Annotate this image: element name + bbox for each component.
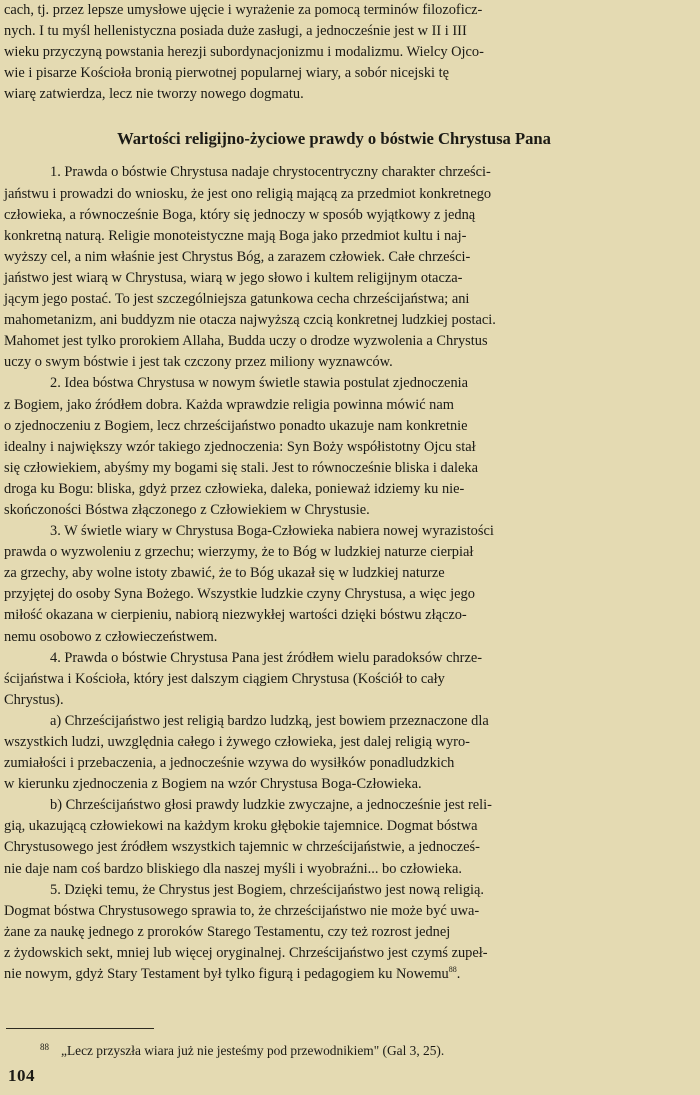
- text-line: 3. W świetle wiary w Chrystusa Boga-Człowieka nabiera nowej wyrazistości: [50, 523, 494, 540]
- text-line: Chrystus).: [4, 691, 64, 708]
- text-line: człowieka, a równocześnie Boga, który się jednoczy w sposób wyjątkowy z jedną: [4, 206, 476, 223]
- text-line: wszystkich ludzi, uwzględnia całego i żywego człowieka, jest dalej religią wyro-: [4, 734, 470, 750]
- text-line: idealny i największy wzór takiego zjednoczenia: Syn Boży współistotny Ojcu stał: [4, 438, 476, 455]
- text-line: skończoności Bóstwa złączonego z Człowiekiem w Chrystusie.: [4, 501, 370, 518]
- text-line: Dogmat bóstwa Chrystusowego sprawia to, że chrześcijaństwo nie może być uwa-: [4, 902, 480, 919]
- text-line: b) Chrześcijaństwo głosi prawdy ludzkie zwyczajne, a jednocześnie jest reli-: [50, 797, 492, 814]
- text-line: nych. I tu myśl hellenistyczna posiada duże zasługi, a jednocześnie jest w II i III: [4, 23, 467, 40]
- text-line: w kierunku zjednoczenia z Bogiem na wzór Chrystusa Boga-Człowieka.: [4, 776, 422, 793]
- footnote-text: „Lecz przyszła wiara już nie jesteśmy pod przewodnikiem" (Gal 3, 25).: [61, 1043, 445, 1058]
- text-line: wie i pisarze Kościoła bronią pierwotnej popularnej wiary, a sobór nicejski tę: [4, 65, 450, 82]
- text-line: 2. Idea bóstwa Chrystusa w nowym świetle stawia postulat zjednoczenia: [50, 375, 469, 392]
- paragraph: 5. Dzięki temu, że Chrystus jest Bogiem, chrześcijaństwo jest nową religią. Dogmat bóstwa Chrystusowego sprawia to, że chrześcijaństwo nie może być uwa- żane za naukę jednego z proroków Starego Testamentu, czy też rozrost jednej z żydowskich sekt, mniej lub więcej oryginalnej. Chrześcijaństwo jest czymś zupeł- nie nowym, gdyż Stary Testament był tylko figurą i pedagogiem ku Nowemu$^{88}$.: [4, 881, 488, 983]
- text-line: jaństwu i prowadzi do wniosku, że jest ono religią mającą za przedmiot konkretnego: [4, 185, 492, 202]
- text-line: 5. Dzięki temu, że Chrystus jest Bogiem, chrześcijaństwo jest nową religią.: [50, 881, 485, 898]
- section-heading: Wartości religijno-życiowe prawdy o bóstwie Chrystusa Pana: [117, 129, 551, 149]
- body-text: [4, 0, 664, 985]
- paragraph: [4, 373, 664, 521]
- paragraph: [4, 711, 664, 795]
- page-number: 104: [8, 1066, 35, 1085]
- text-line: ścijaństwa i Kościoła, który jest dalszym ciągiem Chrystusa (Kościół to cały: [4, 670, 445, 687]
- text-line: się człowiekiem, abyśmy my bogami się stali. Jest to równocześnie bliska i daleka: [4, 459, 478, 476]
- text-line: 1. Prawda o bóstwie Chrystusa nadaje chrystocentryczny charakter chrześci-: [50, 164, 491, 181]
- text-line: Chrystusowego jest źródłem wszystkich tajemnic w chrześcijaństwie, a jednocześ-: [4, 839, 480, 856]
- paragraph: [4, 648, 664, 711]
- text-line: wieku przyczyną powstania herezji subordynacjonizmu i modalizmu. Wielcy Ojco-: [4, 44, 484, 61]
- section-paragraphs: [4, 162, 664, 985]
- text-line: droga ku Bogu: bliska, gdyż przez człowieka, daleka, ponieważ idziemy ku nie-: [4, 480, 465, 497]
- text-line: gią, ukazującą człowiekowi na każdym kroku głębokie tajemnice. Dogmat bóstwa: [4, 818, 478, 835]
- text-line: uczy o swym bóstwie i jest tak czczony przez miliony wyznawców.: [4, 354, 393, 371]
- text-line: za grzechy, aby wolne istoty zbawić, że to Bóg ukazał się w ludzkiej naturze: [4, 565, 445, 582]
- text-line: przyjętej do osoby Syna Bożego. Wszystkie ludzkie czyny Chrystusa, a więc jego: [4, 586, 475, 603]
- paragraph: [4, 795, 664, 879]
- footnote-number: 88: [40, 1041, 49, 1052]
- text-line: jącym jego postać. To jest szczególniejsza gatunkowa cecha chrześcijaństwa; ani: [4, 291, 470, 308]
- text-line: cach, tj. przez lepsze umysłowe ujęcie i wyrażenie za pomocą terminów filozoficz-: [4, 2, 483, 18]
- text-line: nie daje nam coś bardzo bliskiego dla naszej myśli i wyobraźni... bo człowieka.: [4, 860, 462, 877]
- text-line: wiarę zatwierdza, lecz nie tworzy nowego dogmatu.: [4, 86, 304, 103]
- footnote-reference: 88: [448, 965, 457, 975]
- text-line: zumiałości i przebaczenia, a jednocześnie wzywa do wysiłków ponadludzkich: [4, 755, 455, 772]
- paragraph: [4, 521, 664, 648]
- text-line: prawda o wyzwoleniu z grzechu; wierzymy, że to Bóg w ludzkiej naturze cierpiał: [4, 544, 474, 561]
- text-line: z żydowskich sekt, mniej lub więcej oryginalnej. Chrześcijaństwo jest czymś zupeł-: [4, 944, 488, 961]
- footnote-divider: [6, 1028, 154, 1029]
- text-line: jaństwo jest wiarą w Chrystusa, wiarą w jego słowo i kultem religijnym otacza-: [4, 269, 463, 286]
- text-line: z Bogiem, jako źródłem dobra. Każda wprawdzie religia powinna mówić nam: [4, 396, 454, 413]
- text-line: Mahomet jest tylko prorokiem Allaha, Budda uczy o drodze wyzwolenia a Chrystus: [4, 333, 488, 350]
- text-line: nie nowym, gdyż Stary Testament był tylko figurą i pedagogiem ku Nowemu: [4, 966, 449, 983]
- footnote: [40, 1042, 680, 1060]
- text-line: konkretną naturą. Religie monoteistyczne mają Boga jako przedmiot kultu i naj-: [4, 227, 467, 244]
- paragraph: [4, 162, 664, 373]
- text-line: wyższy cel, a nim właśnie jest Chrystus Bóg, a zarazem człowiek. Całe chrześci-: [4, 248, 471, 265]
- text-line: miłość okazana w cierpieniu, nabiorą niezwykłej wartości dzięki bóstwu złączo-: [4, 607, 467, 624]
- text-line: a) Chrześcijaństwo jest religią bardzo ludzką, jest bowiem przeznaczone dla: [50, 712, 489, 729]
- opening-paragraph: [4, 0, 664, 105]
- text-line: o zjednoczeniu z Bogiem, lecz chrześcijaństwo ponadto ukazuje nam konkretnie: [4, 417, 468, 434]
- text-line: 4. Prawda o bóstwie Chrystusa Pana jest źródłem wielu paradoksów chrze-: [50, 649, 483, 666]
- text-line: nemu osobowo z człowieczeństwem.: [4, 628, 218, 645]
- text-line: żane za naukę jednego z proroków Starego Testamentu, czy też rozrost jednej: [4, 923, 451, 940]
- text-line: mahometanizm, ani buddyzm nie otacza najwyższą czcią konkretnej ludzkiej postaci.: [4, 312, 496, 329]
